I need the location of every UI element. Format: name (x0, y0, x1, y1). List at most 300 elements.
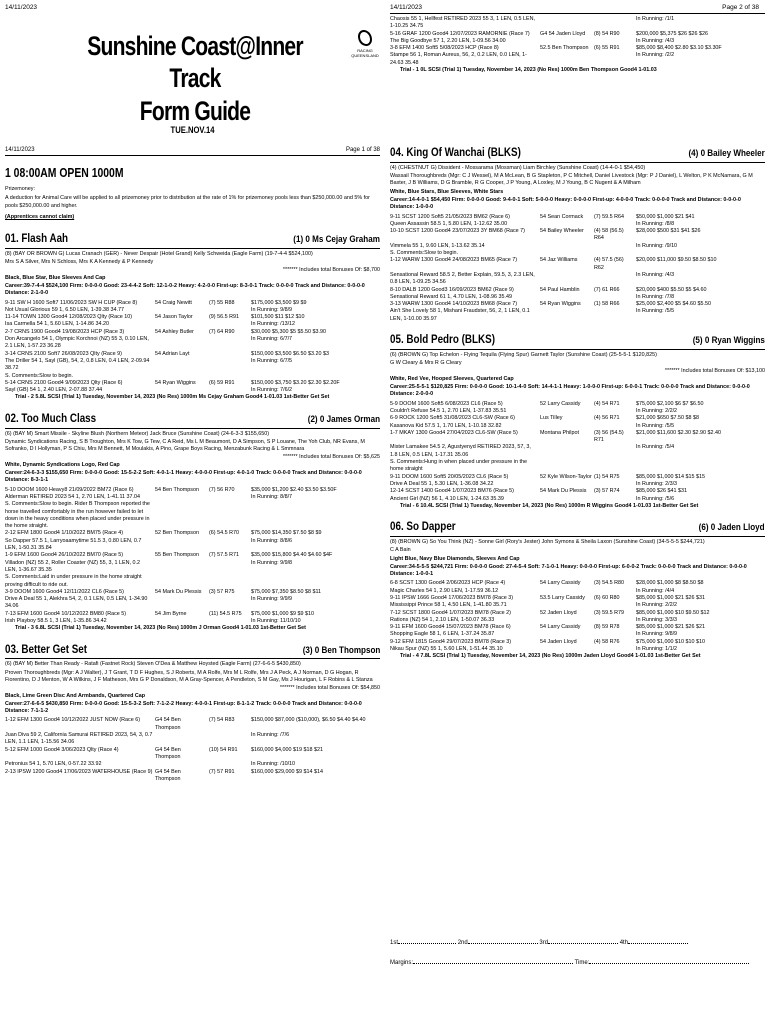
form-run-cell: 1-9 EFM 1600 Good4 26/10/2022 BM70 (Race 5) (5, 552, 124, 559)
form-run-cell: $150,000 $87,000 ($10,000), $6.50 $4.40 $4.40 (251, 717, 366, 724)
right-entries (390, 144, 765, 669)
prize-label: Prizemoney: (5, 186, 35, 192)
form-run-cell: 54 Paul Hamblin (540, 286, 580, 293)
form-run-cell: $28,000 $1,000 $8 $8.50 $8 (636, 580, 704, 587)
form-run-cell (540, 646, 592, 653)
form-run-cell: $75,000 $1,000 $9 $9 $10 (251, 610, 314, 617)
form-run-cell: So Dapper 57.5 1, Larryoaamytime 51.5 3, 0.80 LEN, 0.7 LEN, 1-50.31 35.84 (5, 537, 142, 552)
entry-info-line: Career:27-6-6-5 $430,850 Firm: 0-0-0-0 Good: 15-5-3-2 Soft: 7-1-2-2 Heavy: 4-0-0-1 First-up: 8-1-1-2 Track: 0-0-0-0 Track and Distance: 0-0-0-0 Distance: 7-1-1-2 (5, 700, 362, 715)
form-run-cell: Chaosis 55 1, Hellfest RETIRED 2023 55 3, 1 LEN, 0.5 LEN, 1-10.25 34.75 (390, 16, 536, 30)
form-run-cell: 8-10 DALB 1200 Good3 16/09/2023 BM62 (Race 9) (390, 286, 514, 293)
margins-line: Margins: Time: (390, 959, 765, 967)
form-run-row (5, 314, 380, 321)
form-run-row (390, 474, 765, 481)
form-run-cell: In Running: /5/5 (636, 422, 675, 429)
form-run-row (390, 308, 765, 323)
form-run-cell: In Running: /4/3 (636, 271, 675, 278)
form-run-cell: 52 Ben Thompson (155, 530, 199, 537)
form-run-cell (594, 617, 634, 624)
form-run-cell: $160,000 $4,000 $19 $18 $21 (251, 746, 323, 753)
form-run-cell: Irish Playboy 58.5 1, 3 LEN, 1-35.86 34.42 (5, 617, 107, 624)
form-run-cell (540, 459, 592, 474)
entry-info-line: Career:34-5-5-5 $244,721 Firm: 0-0-0-0 Good: 27-4-5-4 Soft: 7-1-0-1 Heavy: 0-0-0-0 First-up: 6-0-0-2 Track: 0-0-0-0 Track and Distance: 0-0-0-0 Distance: 1-0-0-1 (390, 563, 747, 578)
form-run-cell: 10-10 SCST 1200 Good4 23/07/2023 3Y BM68 (Race 7) (390, 228, 525, 235)
form-run-row (390, 481, 765, 488)
form-run-cell (209, 321, 249, 328)
form-run-cell: 7-13 EFM 1600 Good4 10/12/2022 BM80 (Race 5) (5, 610, 127, 617)
form-run-cell: $20,000 $400 $5.50 $5 $4.60 (636, 286, 707, 293)
form-run-cell: (8) 54 R90 (594, 30, 620, 37)
form-run-cell: Ain't She Lovely 58 1, Mishani Fraudster, 56, 2, 1 LEN, 0.1 LEN, 1-10.00 35.97 (390, 308, 530, 322)
form-run-cell: (4) 58 (56.5) R64 (594, 228, 624, 242)
form-run-cell (594, 272, 634, 287)
form-run-cell: Mississippi Prince 58 1, 4.50 LEN, 1-41.80 35.71 (390, 602, 507, 609)
logo-icon (358, 30, 372, 46)
form-run-cell: Montana Philpot (540, 429, 579, 436)
form-run-cell: Don Arcangelo 54 1, Olympic Korchnoi (NZ) 55 3, 0.10 LEN, 2.1 LEN, 1-57.23 36.28 (5, 336, 149, 350)
trial-line: Trial - 4 7.8L SCSI (Trial 1) Tuesday, November 14, 2023 (No Res) 1000m Jaden Lloyd Good4 1-01.03 1st-Better Get Set (400, 653, 701, 660)
form-run-cell: (6) 55 R91 (594, 45, 620, 52)
form-run-row (390, 221, 765, 228)
form-run-cell (540, 308, 592, 323)
form-run-row (390, 250, 765, 257)
entry-info-line: Black, Blue Star, Blue Sleeves And Cap (5, 274, 106, 281)
form-run-cell: Sayl (GB) 54 1, 2.40 LEN, 2-07.88 37.44 (5, 387, 103, 394)
form-run-cell: Shopping Eagle 58 1, 6 LEN, 1-37.24 35.87 (390, 631, 495, 638)
form-run-row (5, 487, 380, 494)
form-run-cell: Juan Diva 59 2, California Samurai RETIRED 2023, 54, 3, 0.7 LEN, 1.1 LEN, 1-15.56 34.06 (5, 732, 153, 746)
form-run-cell: In Running: 8/8/7 (251, 493, 293, 500)
form-run-cell (594, 221, 634, 228)
form-run-cell (155, 618, 207, 625)
form-run-cell: 54 Adrian Layt (155, 350, 190, 357)
trial-line: Trial - 2 5.8L SCSI (Trial 1) Tuesday, November 14, 2023 (No Res) 1000m Ms Cejay Graham Good4 1-01.03 1st-Better Get Set (15, 394, 330, 401)
form-run-cell: (11) 54.5 R75 (209, 610, 242, 617)
form-run-cell (209, 538, 249, 553)
form-run-cell (209, 373, 249, 380)
entry-info-line: Career:14-4-0-1 $54,450 Firm: 0-0-0-0 Good: 9-4-0-1 Soft: 5-0-0-0 Heavy: 0-0-0-0 First-up: 4-0-0-0 Track: 0-0-0-0 Track and Distance: 0-0-0-0 Distance: 1-0-0-0 (390, 197, 741, 211)
form-run-cell: (4) 58 R76 (594, 638, 620, 645)
form-run-cell: 54 Mark Du Plessis (155, 588, 202, 595)
form-run-cell (209, 494, 249, 501)
form-run-cell: $85,000 $1,000 $21 $26 $21 (636, 624, 705, 631)
form-run-cell: Nikau Spur (NZ) 55 1, 5.60 LEN, 1-51.44 35.10 (390, 646, 503, 653)
entry-info-line: (6) (BROWN G) Top Echelon - Flying Tequila (Flying Spur) Garnett Taylor (Sunshine Coast) (25-5-5-1 $120,825) (390, 351, 657, 358)
form-run-cell: 6-8 SCST 1300 Good4 2/06/2023 HCP (Race 4) (390, 580, 506, 587)
form-run-cell (636, 250, 765, 257)
form-run-cell: (7) 61 R66 (594, 286, 620, 293)
apprentice-note: (Apprentices cannot claim) (5, 213, 75, 220)
form-run-cell (594, 588, 634, 595)
entry-info-line: C A Bain (390, 547, 411, 554)
form-run-row (5, 373, 380, 380)
form-run-row (5, 732, 380, 747)
form-run-cell: Mister Lamakee 54.5 2, Agustyenyd RETIRED 2023, 57, 3, 1.8 LEN, 0.5 LEN, 1-17.31 35.06 (390, 444, 531, 458)
form-run-cell: 54 Ben Thompson (155, 486, 199, 493)
form-run-cell (209, 560, 249, 575)
right-top-runs (390, 16, 765, 74)
form-run-cell (594, 444, 634, 459)
entry-header (390, 144, 765, 163)
form-run-cell: $21,000 $11,600 $2.30 $2.90 $2.40 (636, 429, 722, 436)
form-run-cell (594, 646, 634, 653)
entry-info-line: (4) (CHESTNUT G) Dissident - Mossarama (Mossman) Liam Birchley (Sunshine Coast) (14-4-0-1 $54,450) (390, 164, 646, 171)
form-run-cell (209, 336, 249, 351)
form-run-cell: 54 Ryan Wiggins (155, 379, 196, 386)
form-run-cell: (3) 54.5 R80 (594, 580, 624, 587)
form-run-cell: (9) 56.5 R91 (209, 314, 239, 321)
entry-info-line: Light Blue, Navy Blue Diamonds, Sleeves And Cap (390, 555, 520, 562)
form-run-cell: Kasanova Kid 57.5 1, 1.70 LEN, 1-10.18 32.82 (390, 422, 502, 429)
form-run-cell: In Running: 6/7/5 (251, 357, 293, 364)
form-run-cell: In Running: /2/2 (636, 52, 675, 59)
form-run-cell (540, 481, 592, 488)
entry-info-line: Dynamic Syndications Racing, S B Troughton, Mrs K Tow, G Tew, C A Reid, Ms L M Beaumont, D A Simpson, S P Louane, The Yoh Club, NR Evans, M Sofranko, D I Hollyman, P S Chiu, Mrs M Bennett, M Moulakis, A Pino, Grape Boys Racing, Menzabunk Racing & L Smmnara (5, 438, 365, 453)
jockey-name: (2) 0 James Orman (307, 413, 380, 425)
bonus-note: ******* Includes total Bonuses Of: $8,700 (282, 267, 380, 274)
bonus-note: ******* Includes total Bonuses Of: $5,625 (282, 454, 380, 461)
form-run-row (5, 552, 380, 559)
form-run-row (5, 769, 380, 784)
right-top-date: 14/11/2023 (390, 4, 423, 11)
form-run-cell (251, 574, 380, 589)
horse-entry (390, 331, 765, 510)
form-run-cell: In Running: 2/3/3 (636, 480, 678, 487)
entry-header (5, 641, 380, 660)
form-run-cell (594, 16, 634, 31)
form-run-cell: $20,000 $11,000 $9.50 $8.50 $10 (636, 257, 717, 264)
form-run-cell: Sensational Reward 61 1, 4.70 LEN, 1-08.96 35.49 (390, 293, 512, 300)
form-run-row (390, 631, 765, 638)
form-run-cell (155, 596, 207, 611)
form-run-cell (540, 243, 592, 250)
horse-name: 04. King Of Wanchai (BLKS) (390, 145, 521, 159)
form-run-cell (155, 358, 207, 373)
form-run-cell: (3) 56 (54.5) R71 (594, 429, 624, 444)
form-run-cell: $150,000 $3,750 $3.20 $2.30 $2.20F (251, 379, 340, 386)
form-run-cell: 54 Jim Byrne (155, 610, 187, 617)
entry-info-line: Mrs S A Silver, Mrs N Schloss, Mrs K A Kennedy & P Kennedy (5, 259, 154, 266)
form-run-cell (155, 321, 207, 328)
page-bar-date: 14/11/2023 (5, 147, 35, 153)
form-run-cell (155, 761, 207, 768)
form-run-row (390, 496, 765, 503)
horse-entry (5, 230, 380, 402)
entry-header (5, 410, 380, 429)
form-run-cell: (1) 54 R75 (594, 473, 620, 480)
entry-info-line: Career:25-5-5-1 $120,825 Firm: 0-0-0-0 Good: 10-1-4-0 Soft: 14-4-1-1 Heavy: 1-0-0-0 First-up: 6-0-0-1 Track: 0-0-0-0 Track and Distance: 0-0-0-0 Distance: 2-0-0-0 (390, 384, 750, 398)
form-run-cell: Magic Charles 54 1, 2.90 LEN, 1-17.59 36.12 (390, 587, 499, 594)
form-run-cell (209, 307, 249, 314)
form-run-cell (209, 358, 249, 373)
form-run-cell: $35,000 $1,200 $2.40 $3.50 $3.50F (251, 486, 337, 493)
form-run-row (390, 45, 765, 52)
form-run-cell: (7) 56 R70 (209, 486, 235, 493)
form-run-cell: $28,000 $500 $31 $41 $26 (636, 228, 701, 235)
form-run-cell: $200,000 $5,375 $26 $26 $26 (636, 30, 708, 37)
form-run-row (390, 31, 765, 38)
form-run-cell (540, 250, 592, 257)
form-run-cell: (7) 57.5 R71 (209, 552, 239, 559)
form-run-row (5, 530, 380, 537)
form-run-cell: In Running: /7/6 (251, 732, 290, 739)
form-run-cell: 52 Larry Cassidy (540, 400, 581, 407)
entry-info-line: Career:24-6-3-3 $155,650 Firm: 0-0-0-0 Good: 15-5-2-2 Soft: 4-0-1-1 Heavy: 4-0-0-0 First-up: 4-0-1-0 Track: 0-0-0-0 Track and Distance: 0-0-0-0 Distance: 8-3-1-1 (5, 470, 362, 484)
form-run-cell: In Running: /10/10 (251, 761, 296, 768)
form-run-row (5, 747, 380, 762)
form-run-cell (594, 459, 634, 474)
form-run-cell: $85,000 $26 $41 $31 (636, 488, 687, 495)
form-run-cell: $150,000 $3,500 $6.50 $3.20 $3 (251, 350, 329, 357)
entry-header (390, 331, 765, 350)
form-run-cell: 9-11 IPSW 1666 Good4 17/06/2023 BM78 (Race 3) (390, 594, 514, 601)
form-run-cell (251, 373, 380, 380)
form-run-row (390, 301, 765, 308)
form-run-cell: In Running: 1/1/2 (636, 646, 678, 653)
form-run-row (5, 589, 380, 596)
form-run-cell (594, 496, 634, 503)
form-run-cell: (4) 56 R71 (594, 415, 620, 422)
form-run-cell (155, 336, 207, 351)
form-run-cell: $35,000 $15,800 $4.40 $4.60 $4F (251, 552, 333, 559)
form-run-cell (594, 243, 634, 250)
form-run-row (5, 329, 380, 336)
form-run-cell (540, 602, 592, 609)
form-run-cell: G4 54 Ben Thompson (155, 717, 181, 731)
form-run-cell: Petronius 54 1, 5.70 LEN, 0-57.22 33.92 (5, 761, 102, 768)
form-run-cell: 5-12 EFM 1000 Good4 3/06/2023 Qlty (Race 4) (5, 746, 119, 753)
form-run-cell: G4 54 Ben Thompson (155, 746, 181, 760)
form-run-cell: $75,000 $1,000 $10 $10 $10 (636, 638, 705, 645)
form-run-cell: $85,000 $1,000 $21 $26 $31 (636, 594, 705, 601)
form-run-cell (540, 444, 592, 459)
entry-info-line: White, Red Vee, Hooped Sleeves, Quartered Cap (390, 375, 514, 382)
form-run-cell: 54 Sean Cormack (540, 213, 584, 220)
form-run-cell: 54 Jaz Williams (540, 257, 578, 264)
form-run-cell: 2-7 CRNS 1900 Good4 19/08/2023 HCP (Race 3) (5, 328, 125, 335)
entry-info-line: Proven Thoroughbreds (Mgr: A J Walter), J T Grant, T D F Hughes, S J Roberts, M A Rolfe, Mrs M L Rolfe, Mrs J A Peck, A J Norman, D G Hogan, R Fiorentino, D J Menton, W A Wilkins, J F Matheson, Mrs G P Donaldson, M A Gray-Spencer, A Pendleton, S M Gay, Ms J Hourigan, L F Robins & L Stanza (5, 669, 373, 683)
form-run-row (5, 501, 380, 530)
form-run-cell: 54 Mark Du Plessis (540, 488, 587, 495)
form-run-cell: In Running: 6/7/7 (251, 336, 293, 343)
form-runs (5, 300, 380, 395)
form-run-cell: 1-12 EFM 1300 Good4 10/12/2022 JUST NOW (Race 6) (5, 717, 141, 724)
form-run-cell (594, 408, 634, 415)
race-day: TUE.NOV.14 (170, 125, 215, 135)
form-run-cell: (3) 57 R74 (594, 488, 620, 495)
form-run-cell: (7) 57 R91 (209, 768, 235, 775)
form-run-cell (594, 250, 634, 257)
form-run-cell: (6) 60 R80 (594, 594, 620, 601)
horse-name: 05. Bold Pedro (BLKS) (390, 332, 495, 347)
form-run-row (390, 214, 765, 221)
trial-line: Trial - 6 10.4L SCSI (Trial 1) Tuesday, November 14, 2023 (No Res) 1000m R Wiggins Good4 1-01.03 1st-Better Get Set (400, 502, 699, 509)
form-run-cell: The Driller 54 1, Sayl (GB), 54, 2, 0.8 LEN, 0.4 LEN, 2-09.94 38.72 (5, 357, 150, 372)
horse-entry (5, 410, 380, 633)
form-run-cell: Rations (NZ) 54 1, 2.10 LEN, 1-50.07 36.33 (390, 616, 495, 623)
form-run-cell: 53.5 Larry Cassidy (540, 594, 585, 601)
form-run-cell (209, 387, 249, 394)
jockey-name: (3) 0 Ben Thompson (302, 644, 380, 656)
form-run-cell: (8) 59 R78 (594, 624, 620, 631)
form-run-cell: Lus Tilley (540, 415, 563, 422)
horse-entry (390, 518, 765, 661)
entry-info-line: White, Dynamic Syndications Logo, Red Cap (5, 461, 120, 468)
form-run-cell: In Running: 9/9/9 (251, 596, 293, 603)
form-run-cell: In Running: /7/8 (636, 293, 675, 300)
form-run-cell: 11-14 TOWN 1300 Good4 12/08/2023 Qlty (Race 10) (5, 314, 133, 321)
form-run-cell: $175,000 $3,500 $9 $9 (251, 299, 307, 306)
race-title: 1 08:00AM OPEN 1000M (5, 165, 124, 180)
header-rule (390, 13, 765, 14)
entry-info-line: White, Blue Stars, Blue Sleeves, White Stars (390, 188, 504, 195)
form-runs (5, 717, 380, 783)
form-run-cell (540, 496, 592, 503)
form-run-row (390, 423, 765, 430)
form-run-cell: $75,000 $2,100 $6 $7 $6.50 (636, 400, 704, 407)
form-run-cell: In Running: 2/2/2 (636, 602, 678, 609)
form-run-cell: $101,500 $11 $12 $10 (251, 314, 305, 321)
form-run-cell: In Running: 9/9/8 (251, 559, 293, 566)
form-run-row (390, 602, 765, 609)
form-run-row (390, 401, 765, 408)
form-run-cell: 6-9 ROCK 1200 Soft5 31/08/2023 CL6-SW (Race 6) (390, 415, 515, 422)
form-run-cell: 3-9 DOOM 1600 Good4 12/11/2022 CL6 (Race 5) (5, 588, 124, 595)
form-run-cell: The Big Goodbye 57 1, 2.20 LEN, 1-09.56 34.00 (390, 37, 506, 44)
form-run-cell: 52 Jaden Lloyd (540, 609, 577, 616)
jockey-name: (5) 0 Ryan Wiggins (692, 335, 765, 347)
form-run-cell: In Running: 8/8/6 (251, 537, 293, 544)
form-run-cell: (6) 59 R91 (209, 379, 235, 386)
form-run-cell: $85,000 $1,000 $10 $9.50 $12 (636, 609, 710, 616)
form-run-cell: In Running: /4/4 (636, 587, 675, 594)
form-run-row (5, 717, 380, 732)
form-run-cell (540, 588, 592, 595)
form-run-cell: S. Comments:Laid in under pressure in the home straight proving difficult to ride out. (5, 574, 142, 588)
form-run-row (390, 639, 765, 646)
form-run-row (5, 336, 380, 351)
form-run-cell (594, 602, 634, 609)
form-run-cell: 54 Jaden Lloyd (540, 638, 577, 645)
right-page-number: Page 2 of 38 (722, 4, 759, 11)
form-run-cell: In Running: /1/1 (636, 16, 675, 22)
form-run-row (390, 287, 765, 294)
form-run-cell: G4 54 Ben Thompson (155, 768, 181, 782)
form-run-row (390, 459, 765, 474)
form-run-cell: G4 54 Jaden Lloyd (540, 30, 586, 37)
form-run-cell (594, 52, 634, 67)
form-run-row (5, 596, 380, 611)
form-run-row (390, 624, 765, 631)
form-run-cell: Not Usual Glorious 59 1, 6.50 LEN, 1-39.38 34.77 (5, 306, 124, 313)
form-run-cell (540, 272, 592, 287)
form-run-row (5, 321, 380, 328)
form-run-row (5, 307, 380, 314)
form-run-cell: $160,000 $29,000 $9 $14 $14 (251, 768, 323, 775)
form-run-row (5, 618, 380, 625)
form-run-cell: 3-8 EFM 1400 Soft5 5/08/2023 HCP (Race 8) (390, 45, 499, 52)
horse-entry (5, 641, 380, 784)
entry-info-line: (6) (BAY M) Better Than Ready - Ratafi (Fastnet Rock) Steven O'Dea & Matthew Hoysted (Eagle Farm) (27-6-6-5 $430,850) (5, 661, 301, 668)
form-run-row (5, 387, 380, 394)
form-run-row (390, 38, 765, 45)
page-number: Page 1 of 38 (345, 147, 380, 153)
form-run-row (5, 380, 380, 387)
form-run-cell: In Running: /4/3 (636, 37, 675, 44)
form-run-cell (209, 618, 249, 625)
horse-name: 06. So Dapper (390, 519, 456, 534)
form-run-cell: $75,000 $14,350 $7.50 $8 $9 (251, 530, 322, 537)
form-run-cell: 54 Ryan Wiggins (540, 301, 581, 308)
form-run-row (390, 588, 765, 595)
form-run-cell (209, 732, 249, 747)
form-run-row (5, 358, 380, 373)
form-run-cell (155, 501, 207, 530)
form-run-cell: 3-13 WARW 1300 Good4 14/10/2023 BM68 (Race 7) (390, 301, 518, 308)
form-run-cell: 2-13 IPSW 1200 Good4 17/06/2023 WATERHOUSE (Race 9) (5, 768, 153, 775)
form-run-row (5, 300, 380, 307)
form-run-cell: Drive A Deal 55 1, Alekhra 54, 2, 0.1 LEN, 0.5 LEN, 1-34.90 34.06 (5, 596, 148, 610)
form-run-cell: 9-11 SCST 1200 Soft5 21/05/2023 BM62 (Race 6) (390, 213, 510, 220)
form-run-cell: 5-9 DOOM 1600 Soft5 6/08/2023 CL6 (Race 5) (390, 400, 503, 407)
form-run-cell: S. Comments:Hung in when placed under pressure in the home straight (390, 459, 527, 473)
form-run-cell (155, 387, 207, 394)
form-run-row (5, 494, 380, 501)
form-run-row (390, 430, 765, 445)
form-runs (390, 214, 765, 323)
trial-line: Trial - 3 6.8L SCSI (Trial 1) Tuesday, November 14, 2023 (No Res) 1000m J Orman Good4 1-01.03 1st-Better Get Set (15, 625, 306, 632)
form-run-cell: 54 Ashley Butler (155, 328, 194, 335)
form-run-cell (155, 538, 207, 553)
form-run-cell (209, 574, 249, 589)
form-run-cell: (1) 58 R66 (594, 301, 620, 308)
entry-info-line: (6) (BAY M) Smart Missile - Skyline Blush (Northern Meteor) Jack Bruce (Sunshine Coast) (24-6-3-3 $155,650) (5, 430, 270, 437)
form-run-cell: 54 Bailey Wheeler (540, 228, 584, 235)
form-run-cell (155, 574, 207, 589)
form-run-row (390, 488, 765, 495)
form-run-cell: In Running: /5/5 (636, 308, 675, 315)
form-run-cell: 52.5 Ben Thompson (540, 45, 589, 52)
animal-care-note: A deduction for Animal Care will be applied to all prizemoney prior to distribution at the rate of 1% for prizemoney pools less than $250,000.00 and 5% for pools $250,000.00 and higher. (5, 195, 370, 209)
form-run-cell: 54 Jason Taylor (155, 314, 193, 321)
form-runs (390, 401, 765, 503)
form-run-cell (155, 732, 207, 747)
form-run-row (390, 595, 765, 602)
form-run-cell (540, 408, 592, 415)
form-run-cell: 9-11 EFM 1600 Good4 15/07/2023 BM78 (Race 6) (390, 624, 511, 631)
form-run-cell (540, 294, 592, 301)
form-run-cell: 2-12 EFM 1800 Good4 1/10/2022 BM75 (Race 4) (5, 530, 124, 537)
race-info (5, 186, 380, 221)
form-run-cell: In Running: 9/8/9 (636, 631, 678, 638)
form-run-cell (540, 52, 592, 67)
form-run-cell (594, 631, 634, 638)
trial-line: Trial - 1 0L SCSI (Trial 1) Tuesday, November 14, 2023 (No Res) 1000m Ben Thompson Good4 1-01.03 (400, 67, 657, 74)
form-run-cell: Isa Carmella 54 1, 5.60 LEN, 1-14.86 34.20 (5, 321, 109, 328)
form-run-cell: 55 Ben Thompson (155, 552, 199, 559)
racing-queensland-logo: RACING QUEENSLAND (350, 30, 380, 59)
form-run-cell: In Running: 3/3/3 (636, 616, 678, 623)
horse-entry (390, 144, 765, 323)
entry-info-line: Black, Lime Green Disc And Armbands, Quartered Cap (5, 692, 146, 699)
form-run-cell: $85,000 $1,000 $14 $15 $15 (636, 473, 705, 480)
form-run-cell: Alderman RETIRED 2023 54 1, 2.70 LEN, 1-41.11 37.04 (5, 493, 141, 500)
form-runs (5, 487, 380, 626)
form-run-row (390, 228, 765, 243)
jockey-name: (6) 0 Jaden Lloyd (699, 522, 765, 534)
form-run-row (390, 272, 765, 287)
form-run-row (390, 580, 765, 587)
